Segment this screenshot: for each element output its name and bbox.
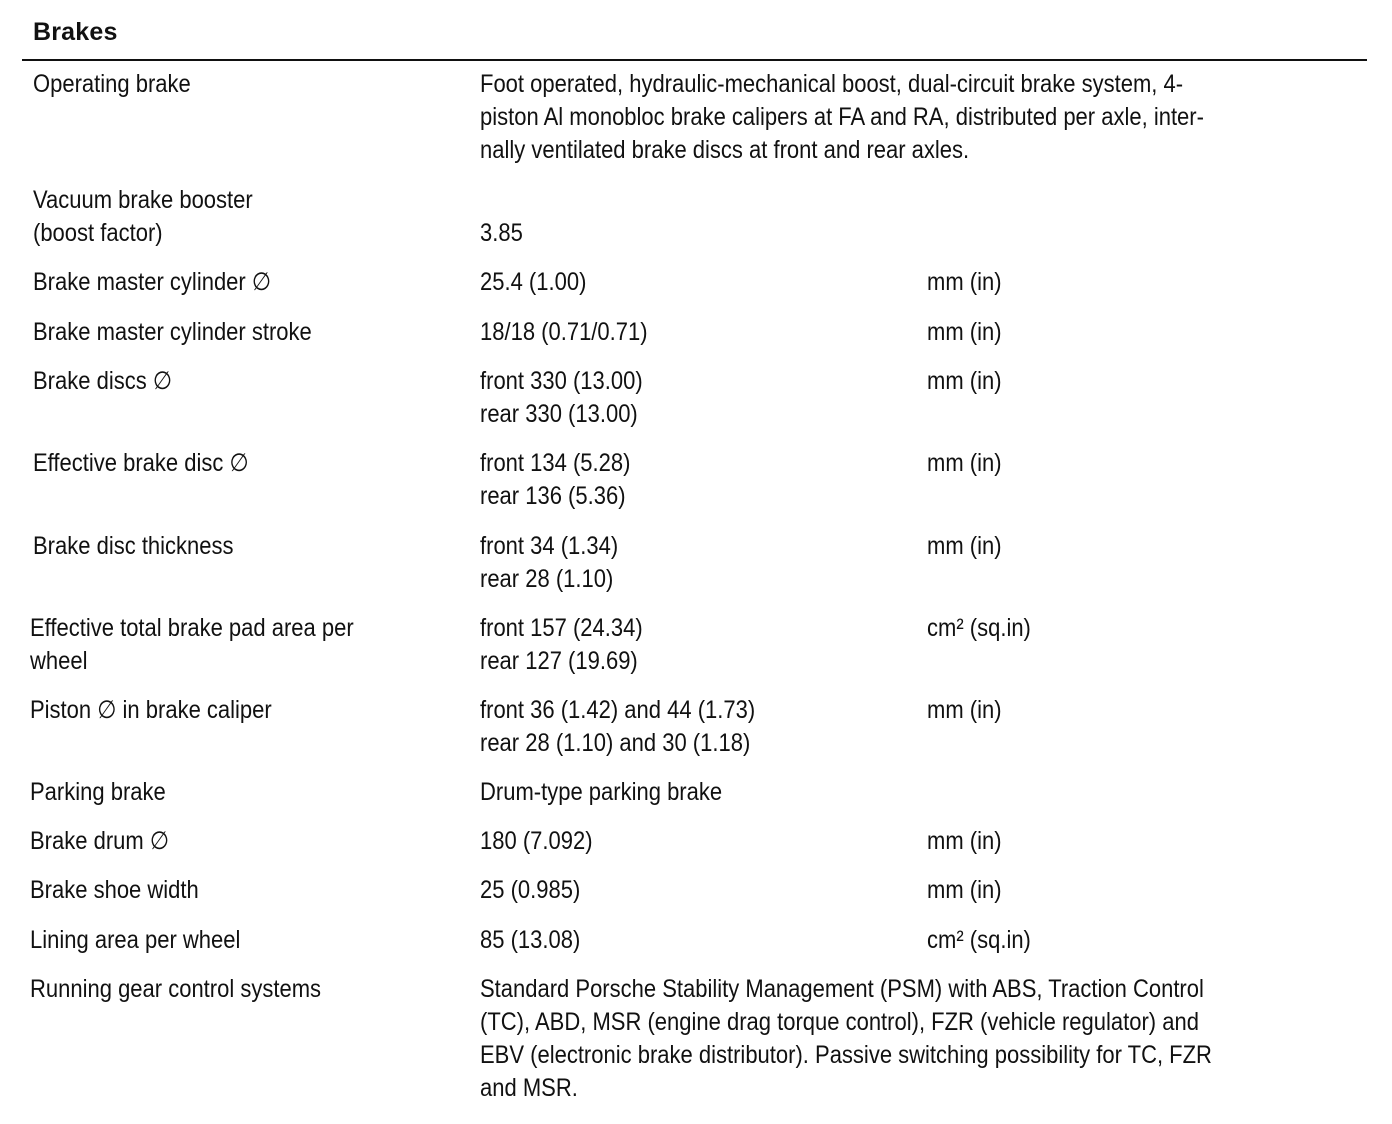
spec-value: 18/18 (0.71/0.71) <box>480 318 648 346</box>
spec-label: Effective brake disc ∅ <box>33 449 249 477</box>
spec-unit: mm (in) <box>927 827 1002 855</box>
spec-unit: mm (in) <box>927 532 1002 560</box>
spec-value: front 157 (24.34) rear 127 (19.69) <box>480 614 643 675</box>
spec-label: Running gear control systems <box>30 975 322 1003</box>
spec-value: 180 (7.092) <box>480 827 593 855</box>
spec-unit: cm² (sq.in) <box>927 926 1031 954</box>
spec-label: Brake drum ∅ <box>30 827 169 855</box>
spec-value: front 36 (1.42) and 44 (1.73) rear 28 (1.10) and 30 (1.18) <box>480 696 756 757</box>
spec-label: Brake discs ∅ <box>33 367 172 395</box>
spec-label: Lining area per wheel <box>30 926 241 954</box>
spec-label: Parking brake <box>30 778 166 806</box>
spec-value: Standard Porsche Stability Management (PSM) with ABS, Traction Control (TC), ABD, MSR (engine drag torque control), FZR (vehicle regulator) and EBV (electronic brake distributor). Passive switching possibility for TC, FZR and MSR. <box>480 975 1212 1102</box>
section-title: Brakes <box>33 18 118 46</box>
spec-label: Brake disc thickness <box>33 532 234 560</box>
spec-unit: cm² (sq.in) <box>927 614 1031 642</box>
spec-value: front 330 (13.00) rear 330 (13.00) <box>480 367 643 428</box>
spec-label: Piston ∅ in brake caliper <box>30 696 272 724</box>
spec-value: front 134 (5.28) rear 136 (5.36) <box>480 449 631 510</box>
spec-value: 25 (0.985) <box>480 876 581 904</box>
spec-label: Effective total brake pad area per wheel <box>30 614 354 675</box>
spec-value: 25.4 (1.00) <box>480 268 587 296</box>
spec-unit: mm (in) <box>927 696 1002 724</box>
spec-unit: mm (in) <box>927 876 1002 904</box>
spec-unit: mm (in) <box>927 449 1002 477</box>
spec-value: Drum-type parking brake <box>480 778 723 806</box>
spec-label: Operating brake <box>33 70 191 98</box>
spec-value: 3.85 <box>480 219 523 247</box>
spec-unit: mm (in) <box>927 268 1002 296</box>
spec-unit: mm (in) <box>927 367 1002 395</box>
spec-label: Brake master cylinder stroke <box>33 318 312 346</box>
spec-label: Brake master cylinder ∅ <box>33 268 272 296</box>
spec-label: Brake shoe width <box>30 876 199 904</box>
spec-value: front 34 (1.34) rear 28 (1.10) <box>480 532 619 593</box>
spec-unit: mm (in) <box>927 318 1002 346</box>
spec-label: Vacuum brake booster (boost factor) <box>33 186 253 247</box>
spec-value: 85 (13.08) <box>480 926 581 954</box>
spec-value: Foot operated, hydraulic-mechanical boost, dual-circuit brake system, 4- piston Al monobloc brake calipers at FA and RA, distributed per axle, inter- nally ventilated brake discs at front and rear axles. <box>480 70 1204 164</box>
